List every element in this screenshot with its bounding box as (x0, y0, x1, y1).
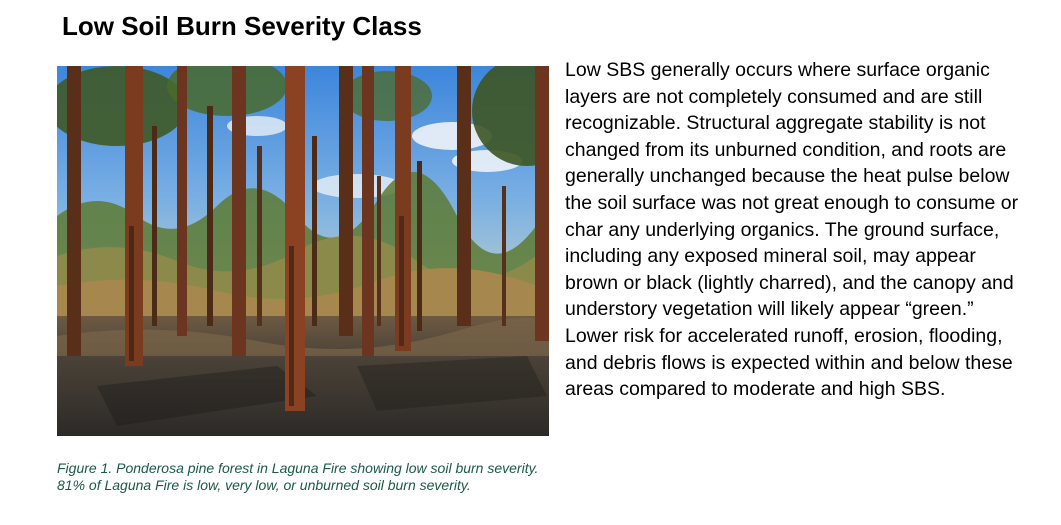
forest-photo (57, 66, 549, 436)
forest-photo-illustration (57, 66, 549, 436)
body-paragraph: Low SBS generally occurs where surface organic layers are not completely consumed and are still recognizable. Structural aggregate stability is not changed from its unburned condition, and roots are generally unchanged because the heat pulse below the soil surface was not great enough to consume or char any underlying organics. The ground surface, including any exposed mineral soil, may appear brown or black (lightly charred), and the canopy and understory vegetation will likely appear “green.” Lower risk for accelerated runoff, erosion, flooding, and debris flows is expected within and below these areas compared to moderate and high SBS. (565, 59, 1019, 401)
figure-caption: Figure 1. Ponderosa pine forest in Laguna Fire showing low soil burn severity. 81% of Laguna Fire is low, very low, or unburned soil burn severity. (57, 460, 539, 493)
page-title: Low Soil Burn Severity Class (62, 11, 422, 41)
